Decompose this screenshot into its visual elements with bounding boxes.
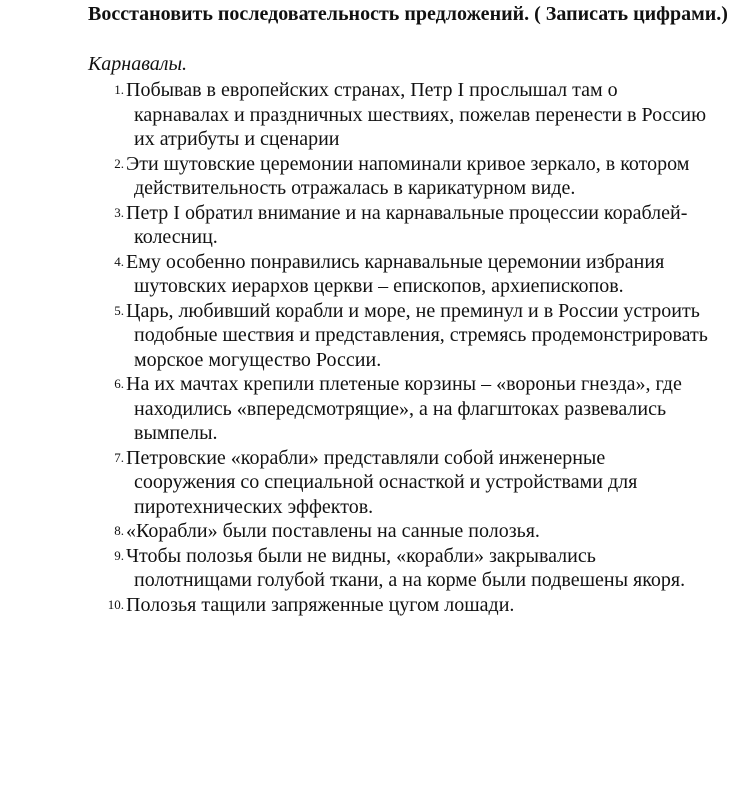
item-text: Петр I обратил внимание и на карнавальные процессии кораблей-колесниц.: [126, 201, 688, 248]
task-heading: Восстановить последовательность предложений. ( Записать цифрами.): [88, 3, 728, 25]
item-number: 2.: [114, 155, 124, 171]
item-number: 7.: [114, 449, 124, 465]
item-number: 4.: [114, 253, 124, 269]
item-number: 10.: [107, 596, 124, 612]
item-text: Ему особенно понравились карнавальные церемонии избрания шутовских иерархов церкви – епископов, архиепископов.: [126, 250, 665, 297]
item-number: 6.: [114, 376, 124, 391]
item-text: Эти шутовские церемонии напоминали кривое зеркало, в котором действительность отражалась в карикатурном виде.: [126, 152, 690, 199]
list-item: [0, 446, 750, 520]
item-number: 1.: [114, 82, 124, 97]
item-text: Побывав в европейских странах, Петр I прослышал там о карнавалах и праздничных шествиях, пожелав перенести в Россию их атрибуты и сценарии: [126, 79, 707, 150]
sentence-list: [0, 78, 750, 617]
item-text: Царь, любивший корабли и море, не преминул и в России устроить подобные шествия и представления, стремясь продемонстрировать морское могущество России.: [126, 299, 708, 371]
list-item: [0, 372, 750, 446]
item-text: На их мачтах крепили плетеные корзины – «вороньи гнезда», где находились «впередсмотрящие», а на флагштоках развевались вымпелы.: [126, 373, 682, 444]
list-item: [0, 544, 750, 593]
item-text: «Корабли» были поставлены на санные полозья.: [126, 520, 540, 542]
list-item: [0, 593, 750, 618]
item-number: 5.: [114, 302, 124, 318]
item-number: 9.: [114, 547, 124, 563]
item-text: Петровские «корабли» представляли собой инженерные сооружения со специальной оснасткой и устройствами для пиротехнических эффектов.: [126, 446, 638, 518]
list-item: [0, 152, 750, 201]
list-item: [0, 78, 750, 152]
item-text: Чтобы полозья были не видны, «корабли» закрывались полотнищами голубой ткани, а на корме были подвешены якоря.: [126, 544, 686, 591]
text-title: Карнавалы.: [88, 53, 188, 75]
list-item: [0, 299, 750, 373]
list-item: [0, 519, 750, 544]
item-number: 8.: [114, 523, 124, 538]
list-item: [0, 250, 750, 299]
item-number: 3.: [114, 204, 124, 220]
item-text: Полозья тащили запряженные цугом лошади.: [126, 593, 515, 616]
list-item: [0, 201, 750, 250]
